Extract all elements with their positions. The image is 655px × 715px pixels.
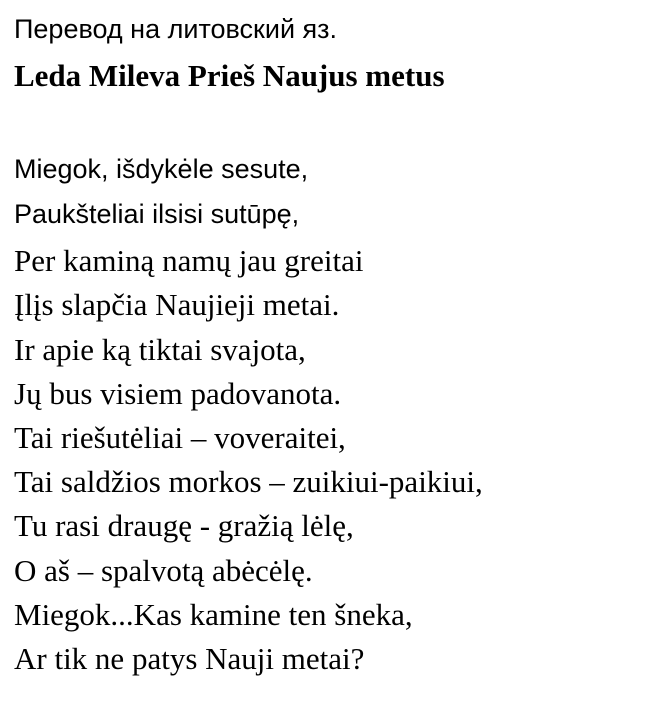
poem-line-12: Ar tik ne patys Nauji metai?: [14, 641, 365, 676]
poem-line-10: O aš – spalvotą abėcėlę.: [14, 553, 313, 588]
poem-line-11: Miegok...Kas kamine ten šneka,: [14, 597, 413, 632]
document-heading: Перевод на литовский яз.: [14, 14, 338, 44]
poem-line-1: Miegok, išdykėle sesute,: [14, 154, 309, 184]
poem-line-4: Įlįs slapčia Naujieji metai.: [14, 287, 340, 322]
poem-line-3: Per kaminą namų jau greitai: [14, 243, 364, 278]
poem-line-7: Tai riešutėliai – voveraitei,: [14, 420, 346, 455]
poem-line-6: Jų bus visiem padovanota.: [14, 376, 342, 411]
poem-line-5: Ir apie ką tiktai svajota,: [14, 332, 306, 367]
poem-line-8: Tai saldžios morkos – zuikiui-paikiui,: [14, 464, 483, 499]
poem-line-9: Tu rasi draugę - gražią lėlę,: [14, 508, 354, 543]
poem-line-2: Paukšteliai ilsisi sutūpę,: [14, 199, 300, 229]
poem-title: Leda Mileva Prieš Naujus metus: [14, 58, 445, 93]
